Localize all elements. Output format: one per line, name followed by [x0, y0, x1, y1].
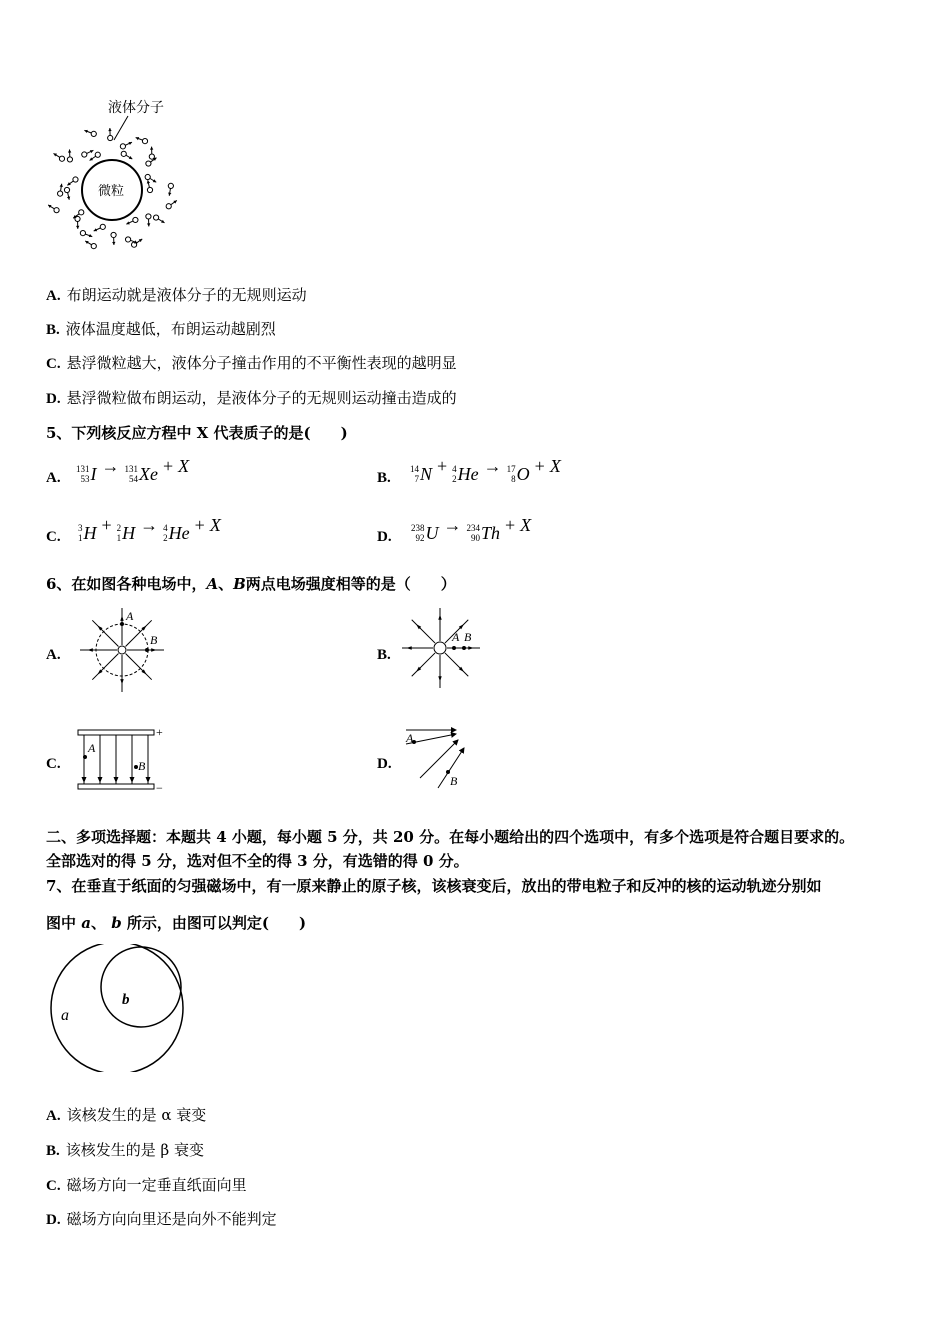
q5-option-a-equation: [76, 456, 189, 485]
point-a-dot: [452, 646, 456, 650]
liquid-molecule: [125, 237, 130, 242]
trajectory-b-label: b: [122, 992, 130, 1008]
nuclide-numbers: [117, 523, 122, 543]
field-arrowhead: [114, 777, 119, 783]
radial-field-line: [412, 653, 435, 676]
operator: +: [162, 456, 174, 476]
nuclide: [467, 523, 501, 544]
particle-label: 微粒: [98, 183, 125, 198]
nuclide-numbers: [452, 464, 457, 484]
point-b-dot: [462, 646, 466, 650]
nuclide: [125, 464, 158, 485]
radial-field-line: [412, 620, 435, 643]
plus-sign: +: [156, 725, 163, 739]
nuclide: [550, 456, 561, 477]
field-arrowhead: [120, 679, 123, 684]
nuclide: [178, 456, 189, 477]
q7-option-b[interactable]: B. 该核发生的是 β 衰变: [46, 1141, 204, 1159]
q6-option-c-label[interactable]: C.: [46, 756, 61, 772]
point-charge: [434, 642, 446, 654]
liquid-molecule: [142, 138, 147, 143]
trajectory-a-label: a: [61, 1007, 69, 1024]
atomic-number: 90: [471, 533, 480, 543]
field-arrowhead: [151, 648, 156, 651]
operator: +: [534, 456, 545, 476]
nuclide-numbers: [467, 523, 481, 543]
operator: →: [101, 456, 120, 476]
q6-option-d-label[interactable]: D.: [377, 756, 392, 772]
atomic-number: 53: [80, 474, 90, 484]
section2-line1: 二、多项选择题：本题共 4 小题，每小题 5 分，共 20 分。在每小题给出的四个选项中，有多个选项是符合题目要求的。: [46, 828, 855, 846]
field-line-3: [420, 740, 458, 778]
point-b-dot: [145, 648, 149, 652]
q5-option-d-label[interactable]: D.: [377, 529, 392, 545]
q6-option-d-figure: [400, 722, 480, 794]
element-symbol: N: [420, 463, 433, 484]
element-symbol: X: [178, 456, 190, 476]
top-plate: [78, 730, 154, 735]
operator: →: [140, 515, 159, 535]
element-symbol: Xe: [139, 463, 158, 484]
q6-stem: 6、在如图各种电场中，A、B两点电场强度相等的是（ ）: [46, 575, 456, 593]
mass-number: 131: [76, 464, 90, 474]
molecule-arrowhead: [150, 147, 153, 150]
q5-option-d-equation: [411, 515, 531, 544]
element-symbol: H: [83, 522, 97, 543]
field-arrowhead: [98, 777, 103, 783]
q5-stem: 5、下列核反应方程中 X 代表质子的是( ): [46, 424, 348, 442]
q4-option-a[interactable]: A. 布朗运动就是液体分子的无规则运动: [46, 286, 307, 304]
q5-option-c-label[interactable]: C.: [46, 529, 61, 545]
trajectory-a: [51, 944, 183, 1072]
point-a-dot: [83, 755, 87, 759]
point-b-label: B: [150, 633, 158, 647]
operator: +: [437, 456, 448, 476]
point-a-dot: [120, 622, 124, 626]
minus-sign: −: [156, 781, 163, 795]
q6-option-b-label[interactable]: B.: [377, 647, 391, 663]
mass-number: 238: [411, 523, 425, 533]
liquid-molecule: [80, 231, 85, 236]
q7-option-c[interactable]: C. 磁场方向一定垂直纸面向里: [46, 1176, 247, 1194]
section2-line2: 全部选对的得 5 分，选对但不全的得 3 分，有选错的得 0 分。: [46, 852, 469, 870]
field-arrowhead: [120, 615, 123, 620]
molecule-arrowhead: [112, 242, 115, 245]
atomic-number: 1: [78, 533, 83, 543]
operator: +: [101, 515, 112, 535]
point-charge: [118, 646, 126, 654]
field-arrowhead: [406, 646, 411, 649]
atomic-number: 2: [452, 474, 457, 484]
liquid-molecule: [95, 152, 100, 157]
q6-option-c-figure: [74, 724, 174, 796]
nuclide-numbers: [125, 464, 139, 484]
nuclide-numbers: [411, 523, 425, 543]
mass-number: 131: [124, 464, 138, 474]
atomic-number: 1: [116, 533, 122, 543]
nuclide-numbers: [507, 464, 516, 484]
molecule-arrowhead: [147, 180, 150, 183]
liquid-molecule: [100, 224, 105, 229]
q5-option-a-label[interactable]: A.: [46, 470, 61, 486]
liquid-molecule: [133, 217, 138, 222]
liquid-molecule: [54, 208, 59, 213]
radial-field-line: [126, 654, 152, 680]
liquid-molecule: [82, 152, 87, 157]
element-symbol: O: [516, 463, 530, 484]
mass-number: 4: [163, 523, 168, 533]
field-arrowhead: [438, 676, 441, 681]
q7-option-d[interactable]: D. 磁场方向向里还是向外不能判定: [46, 1210, 277, 1228]
field-arrowhead: [87, 648, 92, 651]
label-pointer: [114, 116, 128, 140]
point-b-label: B: [138, 759, 146, 773]
element-symbol: I: [90, 463, 97, 484]
element-symbol: Th: [481, 522, 501, 543]
mass-number: 234: [466, 523, 480, 533]
element-symbol: H: [122, 522, 136, 543]
nuclide-numbers: [78, 523, 83, 543]
nuclide: [410, 464, 432, 485]
operator: +: [505, 515, 516, 535]
nuclide: [163, 523, 190, 544]
liquid-molecule: [145, 174, 150, 179]
nuclide-numbers: [410, 464, 419, 484]
liquid-molecule: [147, 187, 152, 192]
radial-field-line: [126, 620, 152, 646]
q4-option-c[interactable]: C. 悬浮微粒越大，液体分子撞击作用的不平衡性表现的越明显: [46, 354, 457, 372]
q6-option-a-label[interactable]: A.: [46, 647, 61, 663]
liquid-molecule: [121, 151, 126, 156]
liquid-molecule: [120, 144, 125, 149]
molecule-arrowhead: [67, 196, 70, 199]
mass-number: 4: [452, 464, 457, 474]
point-a-label: A: [126, 609, 134, 623]
atomic-number: 2: [163, 533, 168, 543]
field-arrowhead: [82, 777, 87, 783]
q4-option-d[interactable]: D. 悬浮微粒做布朗运动，是液体分子的无规则运动撞击造成的: [46, 389, 457, 407]
liquid-molecule: [64, 187, 69, 192]
element-symbol: X: [209, 515, 221, 535]
q7-stem-line2: 图中 a、 b 所示，由图可以判定( ): [46, 914, 307, 932]
liquid-molecule: [108, 135, 113, 140]
nuclide-numbers: [163, 523, 168, 543]
bottom-plate: [78, 784, 154, 789]
liquid-molecule: [67, 157, 72, 162]
point-b-label: B: [464, 630, 472, 644]
liquid-molecule: [91, 244, 96, 249]
q7-stem-line1: 7、在垂直于纸面的匀强磁场中，有一原来静止的原子核，该核衰变后，放出的带电粒子和反冲的核的运动轨迹分别如: [46, 877, 822, 895]
brownian-motion-figure: [48, 94, 198, 254]
nuclide: [507, 464, 530, 485]
nuclide: [520, 515, 531, 536]
operator: →: [443, 515, 462, 535]
field-arrowhead: [438, 614, 441, 619]
atomic-number: 92: [415, 533, 425, 543]
nuclide: [117, 523, 136, 544]
mass-number: 17: [506, 464, 516, 474]
element-symbol: X: [549, 456, 561, 476]
liquid-molecule: [91, 131, 96, 136]
liquid-molecule: [168, 183, 173, 188]
radial-field-line: [92, 654, 118, 680]
point-a-label: A: [452, 630, 460, 644]
element-symbol: He: [168, 522, 190, 543]
liquid-molecule: [166, 204, 171, 209]
liquid-molecule: [59, 156, 64, 161]
point-a-label: A: [88, 741, 96, 755]
liquid-molecule: [79, 210, 84, 215]
liquid-molecule: [111, 232, 116, 237]
molecule-arrowhead: [68, 149, 71, 152]
radial-field-line: [445, 653, 468, 676]
molecule-arrowhead: [76, 226, 79, 229]
field-arrowhead: [146, 777, 151, 783]
field-arrowhead: [130, 777, 135, 783]
atomic-number: 54: [129, 474, 138, 484]
nuclide: [78, 523, 97, 544]
q7-trajectory-figure: [48, 944, 193, 1072]
q6-option-b-figure: [402, 608, 492, 694]
atomic-number: 8: [511, 474, 516, 484]
operator: →: [483, 456, 502, 476]
liquid-molecule: [146, 161, 151, 166]
liquid-molecule-label: 液体分子: [108, 101, 164, 116]
q5-option-b-label[interactable]: B.: [377, 470, 391, 486]
liquid-molecule: [153, 215, 158, 220]
q4-option-b[interactable]: B. 液体温度越低，布朗运动越剧烈: [46, 320, 276, 338]
liquid-molecule: [146, 214, 151, 219]
molecule-arrowhead: [147, 223, 150, 226]
nuclide-numbers: [76, 464, 90, 484]
mass-number: 2: [116, 523, 122, 533]
molecule-arrowhead: [108, 128, 111, 131]
liquid-molecule: [73, 177, 78, 182]
nuclide: [210, 515, 221, 536]
element-symbol: U: [425, 522, 439, 543]
q7-option-a[interactable]: A. 该核发生的是 α 衰变: [46, 1106, 207, 1124]
q6-option-a-figure: [74, 608, 174, 694]
point-a-label: A: [406, 731, 414, 745]
atomic-number: 7: [414, 474, 419, 484]
nuclide: [76, 464, 97, 485]
point-b-label: B: [450, 774, 458, 788]
mass-number: 3: [78, 523, 83, 533]
q5-option-c-equation: [78, 515, 221, 544]
field-arrowhead: [468, 646, 473, 649]
liquid-molecule: [58, 191, 63, 196]
element-symbol: He: [457, 463, 479, 484]
mass-number: 14: [410, 464, 419, 474]
nuclide: [411, 523, 439, 544]
operator: +: [194, 515, 205, 535]
q5-option-b-equation: [410, 456, 561, 485]
element-symbol: X: [520, 515, 532, 535]
nuclide: [452, 464, 479, 485]
trajectory-b: [101, 947, 181, 1027]
radial-field-line: [92, 620, 118, 646]
